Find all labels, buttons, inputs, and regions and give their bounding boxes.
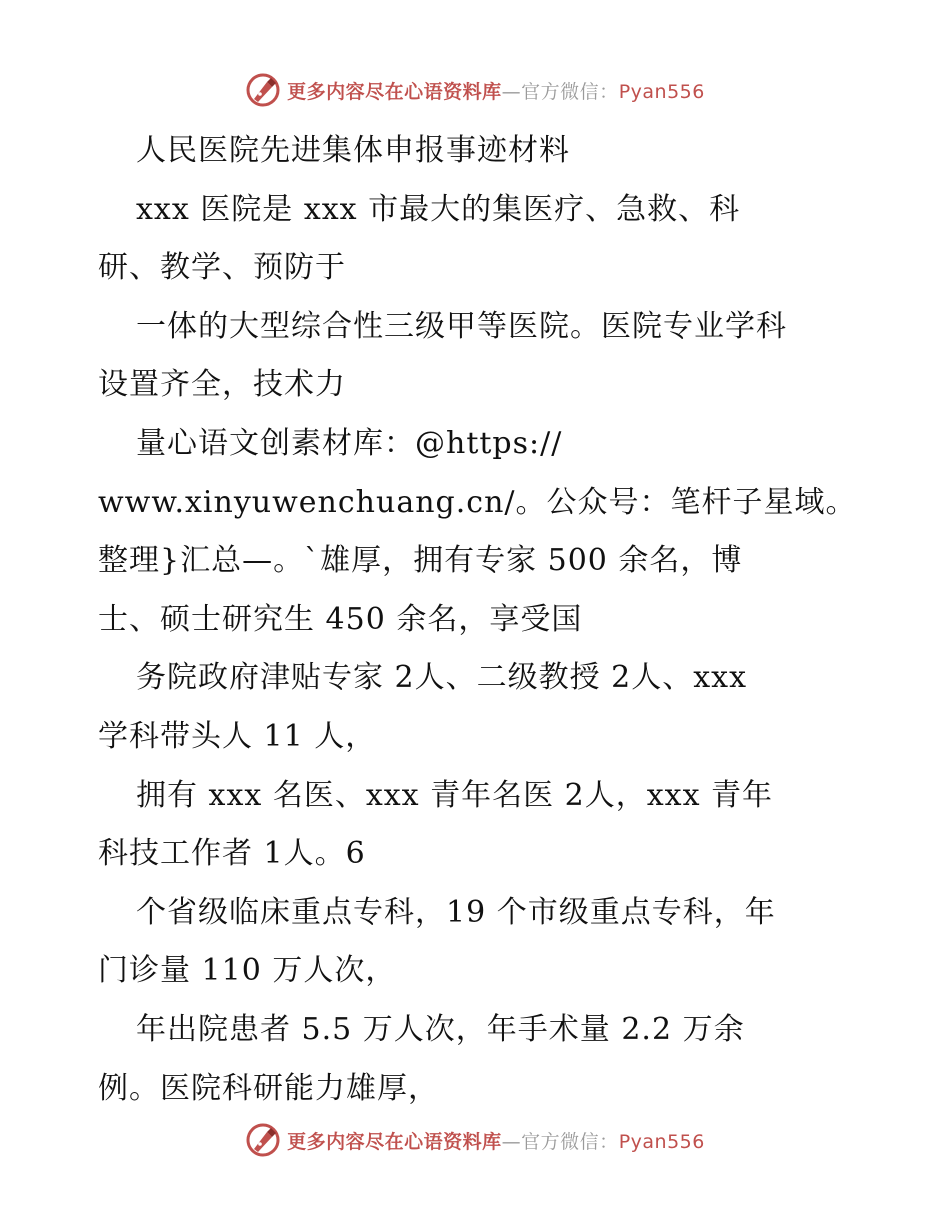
document-line: 设置齐全，技术力 — [98, 367, 346, 403]
document-title: 人民医院先进集体申报事迹材料 — [136, 133, 570, 168]
document-line: 学科带头人 11 人， — [98, 718, 377, 754]
document-line: 门诊量 110 万人次， — [98, 953, 397, 989]
banner-wechat-label: 官方微信： — [521, 1130, 619, 1153]
document-line: xxx 医院是 xxx 市最大的集医疗、急救、科 — [136, 191, 741, 227]
banner-wechat-label: 官方微信： — [521, 80, 619, 103]
document-line: 士、硕士研究生 450 余名，享受国 — [98, 601, 583, 637]
banner-site-text: 更多内容尽在心语资料库 — [287, 80, 502, 103]
document-line: 例。医院科研能力雄厚， — [98, 1070, 439, 1106]
document-body — [98, 122, 868, 1118]
banner-dash: — — [501, 80, 522, 103]
header-banner — [0, 70, 950, 110]
banner-text — [287, 77, 705, 104]
document-line: 一体的大型综合性三级甲等医院。医院专业学科 — [136, 308, 787, 344]
document-line: 量心语文创素材库：@https:// — [136, 425, 563, 461]
document-line: 拥有 xxx 名医、xxx 青年名医 2人，xxx 青年 — [136, 777, 774, 813]
banner-site-text: 更多内容尽在心语资料库 — [287, 1130, 502, 1153]
banner-wechat-handle: Pyan556 — [618, 1130, 705, 1153]
pen-nib-logo-icon — [245, 1122, 281, 1158]
pen-nib-logo-icon — [245, 72, 281, 108]
banner-text — [287, 1127, 705, 1154]
document-line: 个省级临床重点专科，19 个市级重点专科，年 — [136, 894, 776, 930]
document-line: 年出院患者 5.5 万人次，年手术量 2.2 万余 — [136, 1011, 745, 1047]
document-line: 务院政府津贴专家 2人、二级教授 2人、xxx — [136, 660, 748, 696]
document-line: 研、教学、预防于 — [98, 250, 346, 286]
banner-dash: — — [501, 1130, 522, 1153]
document-line: 整理}汇总—。`雄厚，拥有专家 500 余名，博 — [98, 543, 743, 579]
banner-wechat-handle: Pyan556 — [618, 80, 705, 103]
document-line: 科技工作者 1人。6 — [98, 836, 366, 872]
footer-banner — [0, 1120, 950, 1160]
document-line: www.xinyuwenchuang.cn/。公众号：笔杆子星域。 — [98, 484, 857, 520]
